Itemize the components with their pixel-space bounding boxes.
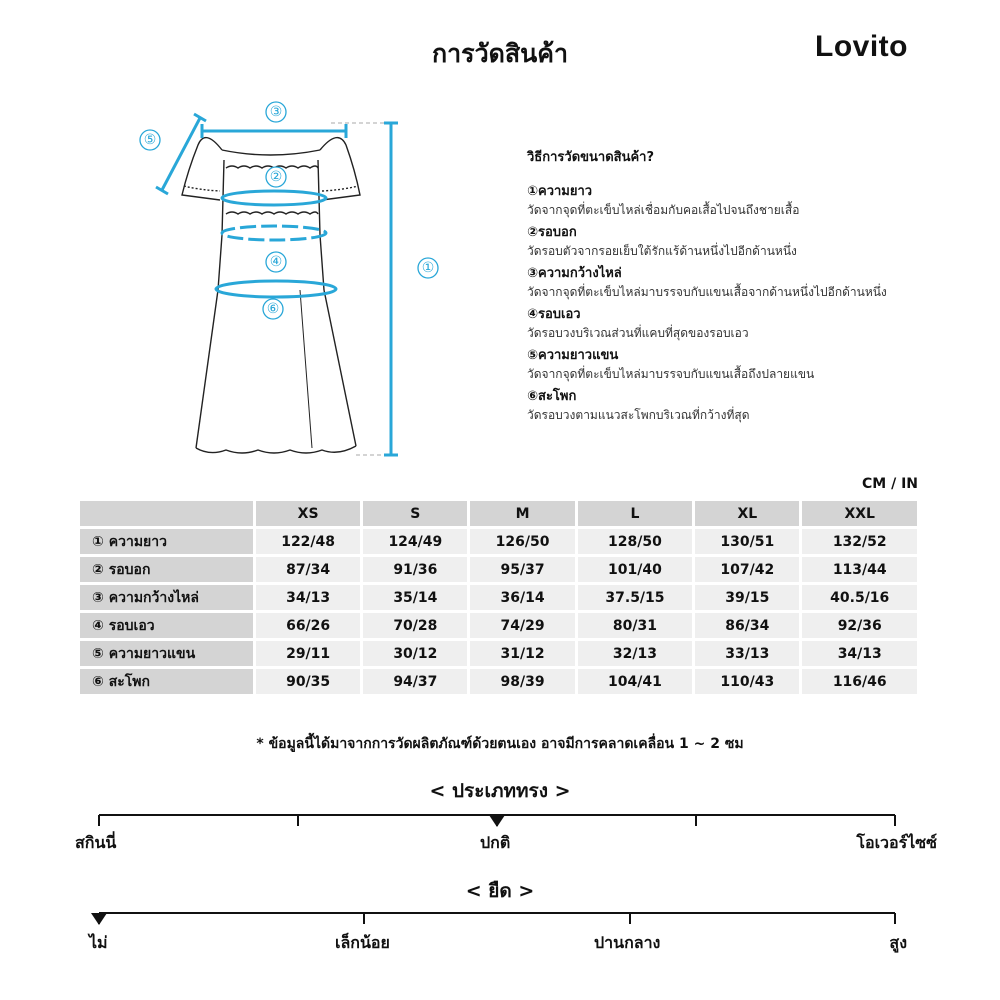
size-table — [77, 498, 920, 697]
how-to-heading: วิธีการวัดขนาดสินค้า? — [527, 150, 655, 165]
size-header: L — [578, 501, 693, 526]
table-cell: 32/13 — [578, 641, 693, 666]
step-shoulder: ③ความกว้างไหล่ วัดจากจุดที่ตะเข็บไหล่มาบรรจบกับแขนเสื้อจากด้านหนึ่งไปอีกด้านหนึ่ง — [527, 266, 887, 299]
row-label: ① ความยาว — [80, 529, 253, 554]
table-cell: 34/13 — [256, 585, 360, 610]
table-cell: 39/15 — [695, 585, 799, 610]
measure-lines — [156, 114, 398, 455]
table-cell: 35/14 — [363, 585, 467, 610]
table-cell: 126/50 — [470, 529, 574, 554]
table-cell: 91/36 — [363, 557, 467, 582]
table-cell: 113/44 — [802, 557, 917, 582]
fit-label-skinny: สกินนี่ — [75, 833, 117, 852]
table-cell: 132/52 — [802, 529, 917, 554]
table-cell: 116/46 — [802, 669, 917, 694]
table-cell: 40.5/16 — [802, 585, 917, 610]
fit-label-regular: ปกติ — [480, 833, 511, 852]
stretch-heading: < ยืด > — [465, 880, 535, 902]
measurement-note: * ข้อมูลนี้ได้มาจากการวัดผลิตภัณฑ์ด้วยตนเอง อาจมีการคลาดเคลื่อน 1 ~ 2 ซม — [256, 736, 744, 752]
table-cell: 128/50 — [578, 529, 693, 554]
marker-2: ② — [269, 169, 283, 185]
table-cell: 124/49 — [363, 529, 467, 554]
step-sleeve: ⑤ความยาวแขน วัดจากจุดที่ตะเข็บไหล่มาบรรจบกับแขนเสื้อถึงปลายแขน — [527, 348, 815, 381]
table-cell: 90/35 — [256, 669, 360, 694]
table-cell: 94/37 — [363, 669, 467, 694]
table-cell: 74/29 — [470, 613, 574, 638]
table-header-row — [80, 501, 917, 526]
stretch-label-none: ไม่ — [89, 933, 108, 952]
step-bust: ②รอบอก วัดรอบตัวจากรอยเย็บใต้รักแร้ด้านหนึ่งไปอีกด้านหนึ่ง — [527, 225, 797, 258]
table-cell: 95/37 — [470, 557, 574, 582]
table-cell: 29/11 — [256, 641, 360, 666]
table-cell: 66/26 — [256, 613, 360, 638]
table-cell: 104/41 — [578, 669, 693, 694]
table-cell: 31/12 — [470, 641, 574, 666]
table-row — [80, 641, 917, 666]
row-label: ⑥ สะโพก — [80, 669, 253, 694]
table-cell: 87/34 — [256, 557, 360, 582]
stretch-label-slight: เล็กน้อย — [335, 933, 390, 952]
stretch-selected-marker — [91, 913, 107, 925]
size-header: XS — [256, 501, 360, 526]
table-cell: 33/13 — [695, 641, 799, 666]
size-header: XL — [695, 501, 799, 526]
table-row — [80, 557, 917, 582]
stretch-scale — [99, 913, 895, 924]
table-cell: 37.5/15 — [578, 585, 693, 610]
table-cell: 30/12 — [363, 641, 467, 666]
brand-logo: Lovito — [815, 30, 908, 63]
stretch-label-high: สูง — [889, 933, 907, 952]
step-waist: ④รอบเอว วัดรอบวงบริเวณส่วนที่แคบที่สุดของรอบเอว — [527, 307, 749, 340]
table-cell: 98/39 — [470, 669, 574, 694]
table-cell: 86/34 — [695, 613, 799, 638]
measure-markers — [140, 102, 438, 319]
table-cell: 110/43 — [695, 669, 799, 694]
table-cell: 70/28 — [363, 613, 467, 638]
fit-label-oversize: โอเวอร์ไซซ์ — [856, 833, 937, 852]
fit-heading: < ประเภททรง > — [429, 780, 571, 802]
how-to-measure — [527, 146, 987, 429]
marker-1: ① — [421, 260, 435, 276]
table-row — [80, 669, 917, 694]
table-cell: 107/42 — [695, 557, 799, 582]
row-label: ④ รอบเอว — [80, 613, 253, 638]
fit-selected-marker — [489, 815, 505, 827]
size-header: S — [363, 501, 467, 526]
row-label: ② รอบอก — [80, 557, 253, 582]
table-cell: 92/36 — [802, 613, 917, 638]
unit-label: CM / IN — [862, 476, 918, 492]
table-cell: 130/51 — [695, 529, 799, 554]
table-corner — [80, 501, 253, 526]
table-row — [80, 529, 917, 554]
size-header: M — [470, 501, 574, 526]
table-row — [80, 613, 917, 638]
step-length: ①ความยาว วัดจากจุดที่ตะเข็บไหล่เชื่อมกับคอเสื้อไปจนถึงชายเสื้อ — [527, 184, 800, 217]
page-title: การวัดสินค้า — [432, 39, 568, 68]
step-hip: ⑥สะโพก วัดรอบวงตามแนวสะโพกบริเวณที่กว้างที่สุด — [527, 389, 750, 422]
size-header: XXL — [802, 501, 917, 526]
marker-3: ③ — [269, 104, 283, 120]
row-label: ③ ความกว้างไหล่ — [80, 585, 253, 610]
table-row — [80, 585, 917, 610]
table-cell: 101/40 — [578, 557, 693, 582]
marker-6: ⑥ — [266, 301, 280, 317]
table-cell: 36/14 — [470, 585, 574, 610]
table-cell: 122/48 — [256, 529, 360, 554]
row-label: ⑤ ความยาวแขน — [80, 641, 253, 666]
stretch-label-medium: ปานกลาง — [594, 933, 661, 952]
marker-4: ④ — [269, 254, 283, 270]
marker-5: ⑤ — [143, 132, 157, 148]
table-cell: 80/31 — [578, 613, 693, 638]
table-cell: 34/13 — [802, 641, 917, 666]
